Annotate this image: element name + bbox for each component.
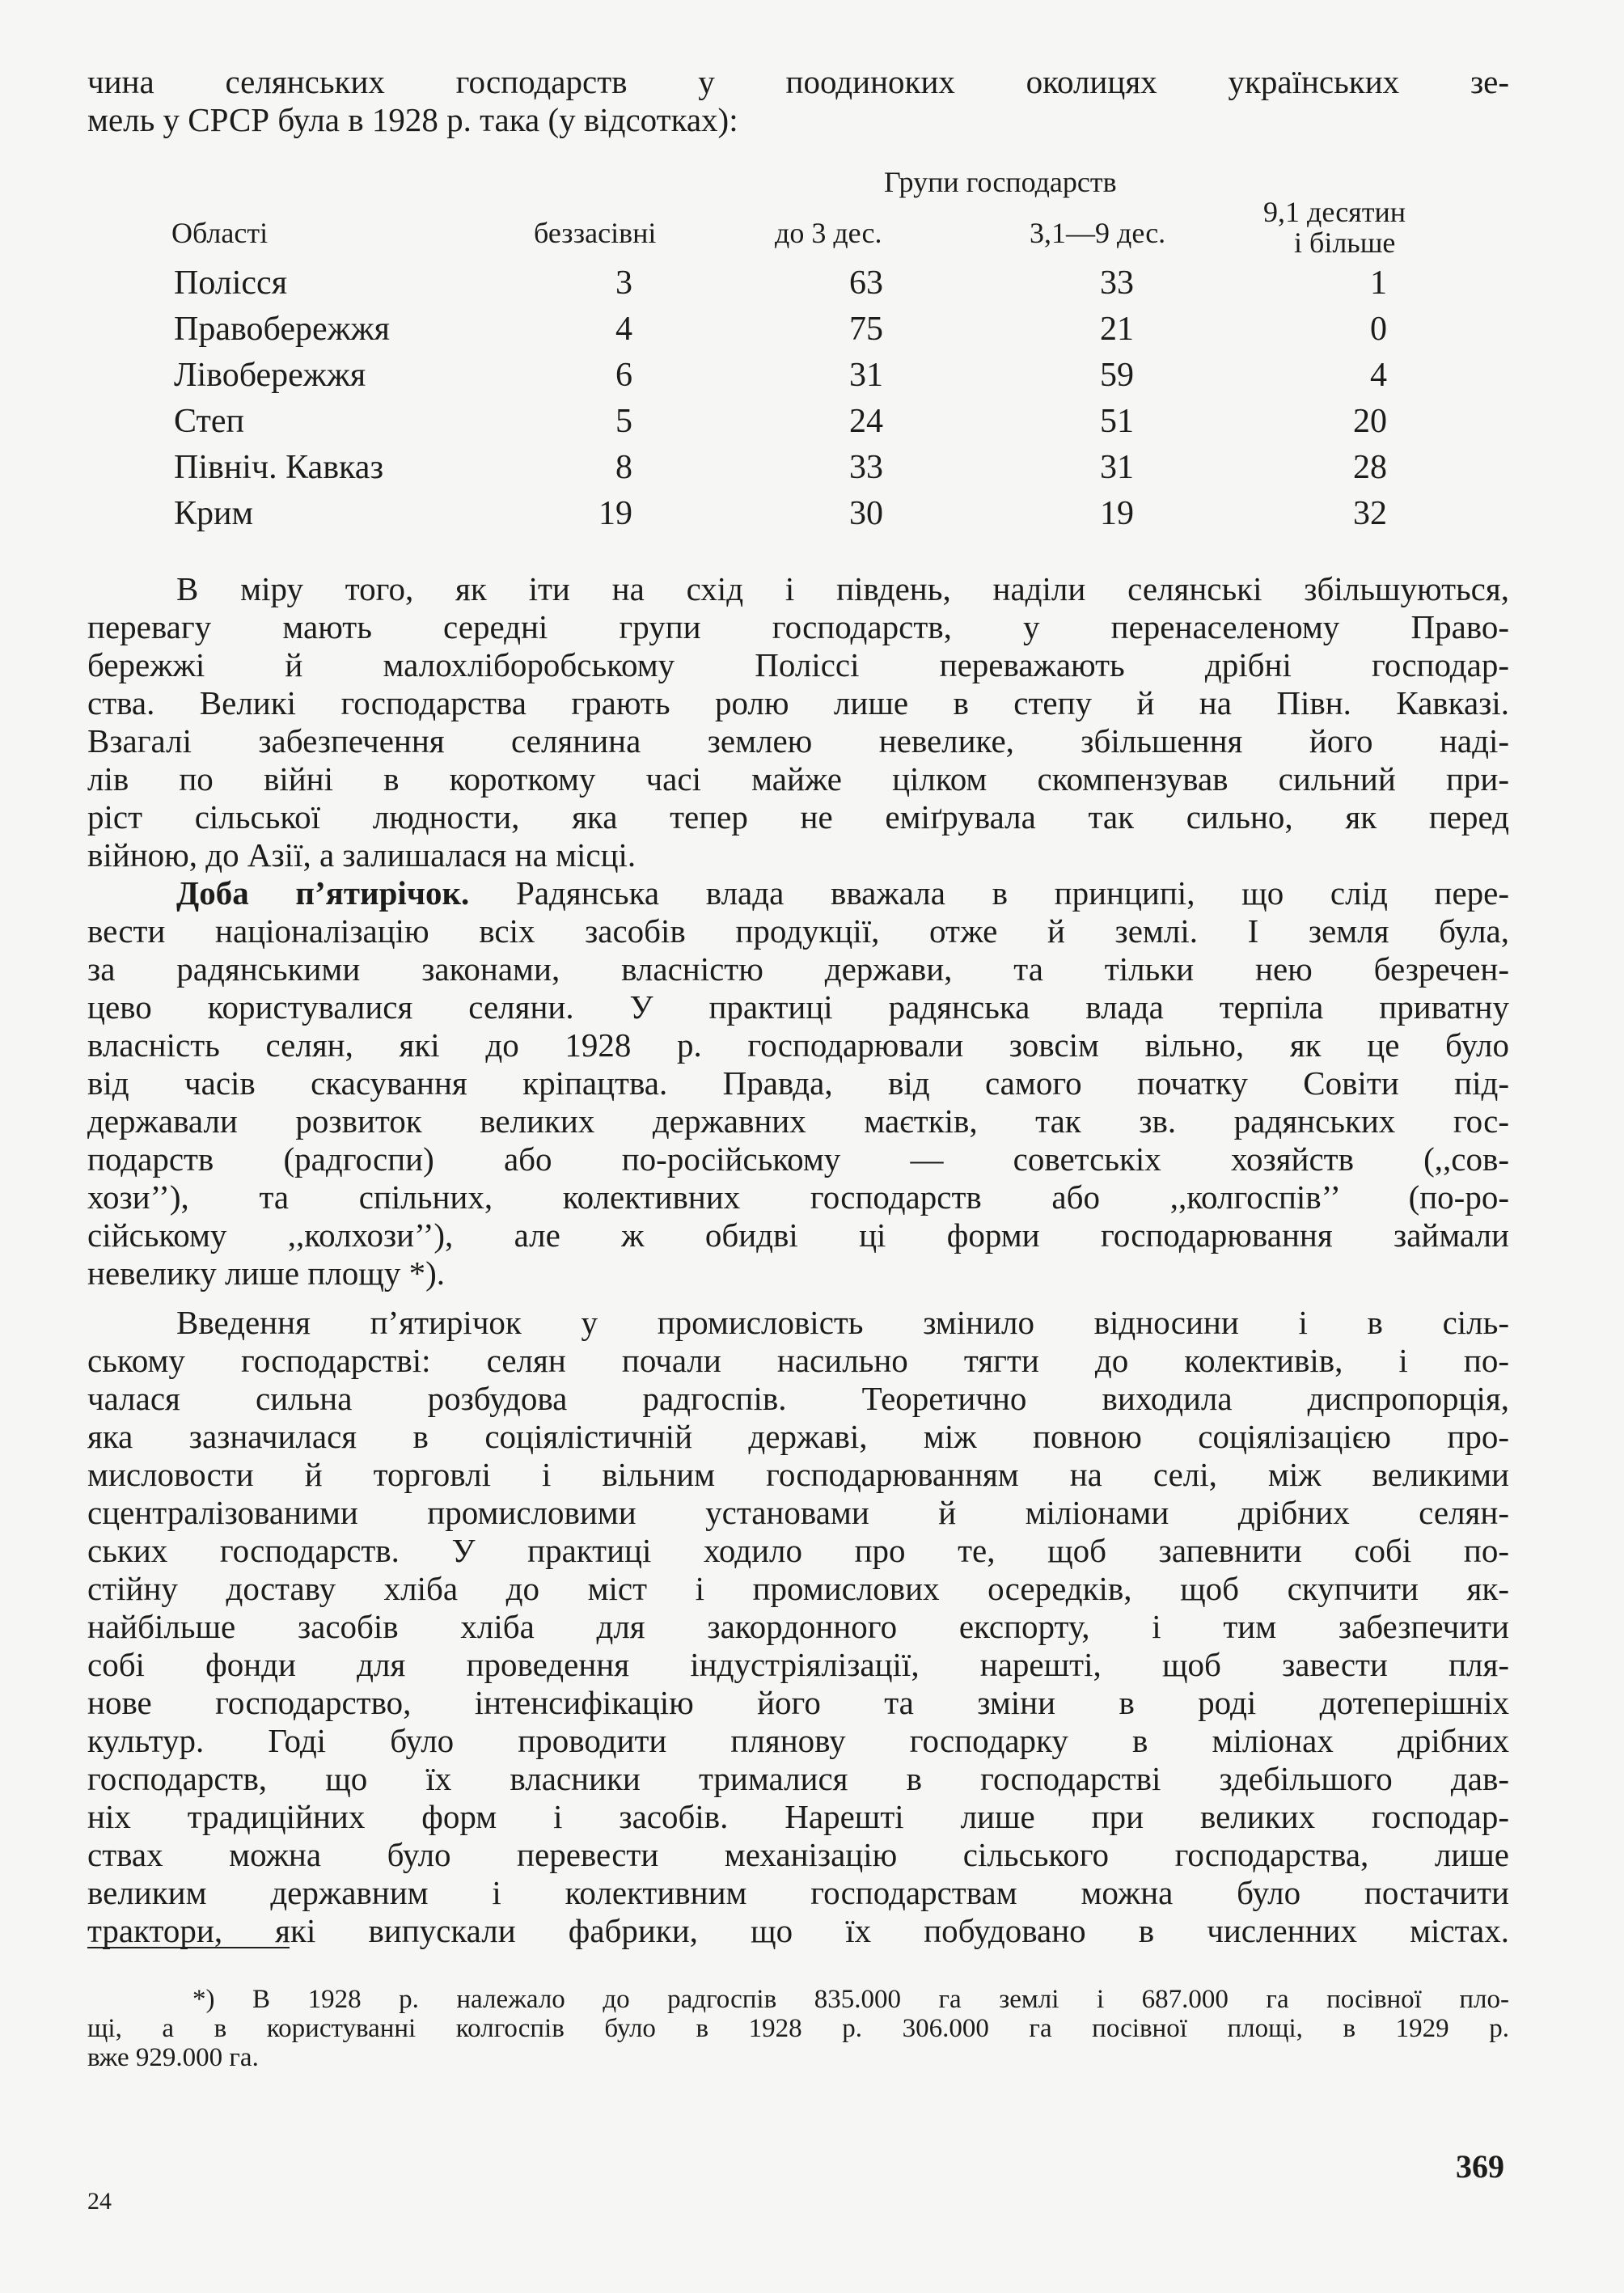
table-cell-value: 8 [615,449,632,486]
table-cell-value: 20 [1353,403,1387,440]
table-cell-region: Крим [174,495,254,532]
table-cell-value: 28 [1353,449,1387,486]
text-line: яка зазначилася в соціялістичній державі, між повною соціялізацією про- [87,1418,1509,1455]
column-header: і більше [1294,226,1396,259]
text-line: лів по війні в короткому часі майже цілком скомпензував сильний при- [87,760,1509,797]
text-line: стійну доставу хліба до міст і промислових осередків, щоб скупчити як- [87,1570,1509,1607]
table-cell-region: Лівобережжя [174,357,366,394]
table-cell-value: 1 [1370,264,1387,302]
column-header: 9,1 десятин [1263,196,1406,228]
table-cell-region: Степ [174,403,244,440]
text-line: великим державним і колективним господарствам можна було постачити [87,1874,1509,1911]
text-line: цево користувалися селяни. У практиці радянська влада терпіла приватну [87,988,1509,1026]
text-line: хози’’), та спільних, колективних господарств або ,,колгоспів’’ (по-ро- [87,1178,1509,1216]
table-cell-value: 63 [849,264,883,302]
page-number: 369 [1456,2148,1504,2185]
text-line: ніх традиційних форм і засобів. Нарешті лише при великих господар- [87,1798,1509,1835]
table-cell-value: 3 [615,264,632,302]
column-header-region: Області [171,217,269,249]
footnote [87,1985,1509,2072]
table-cell-value: 5 [615,403,632,440]
footnote-line: *) В 1928 р. належало до радгоспів 835.000 га землі і 687.000 га посівної пло- [192,1985,1509,2014]
footnote-line: вже 929.000 га. [87,2043,259,2072]
table-cell-value: 32 [1353,495,1387,532]
text-line: державали розвиток великих державних маєтків, так зв. радянських гос- [87,1102,1509,1140]
text-line: ствах можна було перевести механізацію сільського господарства, лише [87,1836,1509,1873]
column-header: беззасівні [534,217,657,249]
text-line: невелику лише площу *). [87,1254,445,1292]
text-line: від часів скасування кріпацтва. Правда, від самого початку Совіти під- [87,1064,1509,1102]
text-line: нове господарство, інтенсифікацію його та зміни в роді дотеперішніх [87,1684,1509,1721]
table-cell-value: 75 [849,311,883,348]
table-cell-value: 30 [849,495,883,532]
text-line: власність селян, які до 1928 р. господарювали зовсім вільно, як це було [87,1026,1509,1064]
text-line: війною, до Азії, а залишалася на місці. [87,836,636,874]
footnote-line: щі, а в користуванні колгоспів було в 1928 р. 306.000 га посівної площі, в 1929 р. [87,2014,1509,2043]
text-line: сійському ,,колхози’’), але ж обидві ці форми господарювання займали [87,1216,1509,1254]
table-cell-value: 6 [615,357,632,394]
text-line: вести націоналізацію всіх засобів продукції, отже й землі. І земля була, [87,912,1509,950]
text-line: трактори, які випускали фабрики, що їх побудовано в численних містах. [87,1912,1509,1949]
table-cell-value: 4 [1370,357,1387,394]
table-cell-value: 0 [1370,311,1387,348]
text-line: ства. Великі господарства грають ролю лише в степу й на Півн. Кавказі. [87,684,1509,721]
table-cell-value: 24 [849,403,883,440]
table-cell-value: 31 [849,357,883,394]
table-cell-value: 4 [615,311,632,348]
paragraph-1 [87,570,1509,874]
table-cell-value: 21 [1100,311,1134,348]
table-cell-value: 31 [1100,449,1134,486]
signature-mark: 24 [87,2188,112,2215]
group-header: Групи господарств [884,166,1117,198]
table-cell-value: 33 [1100,264,1134,302]
text-line: перевагу мають середні групи господарств, у перенаселеному Право- [87,608,1509,645]
footnote-divider [87,1947,290,1948]
paragraph-3 [87,1304,1509,1950]
text-line: Введення п’ятирічок у промисловість змінило відносини і в сіль- [176,1304,1509,1341]
text-line [87,874,1509,912]
text-line: подарств (радгоспи) або по-російському — советськіх хозяйств (,,сов- [87,1140,1509,1178]
section-heading: Доба п’ятирічок. [176,874,470,912]
text-line: ському господарстві: селян почали насильно тягти до колективів, і по- [87,1342,1509,1379]
text-line: собі фонди для проведення індустріялізації, нарешті, щоб завести пля- [87,1646,1509,1683]
text-line: В міру того, як іти на схід і південь, наділи селянські збільшуються, [176,570,1509,607]
table-cell-value: 19 [598,495,632,532]
text-line: мисловости й торговлі і вільним господарюванням на селі, між великими [87,1456,1509,1493]
table-cell-value: 51 [1100,403,1134,440]
text-line: чина селянських господарств у поодиноких околицях українських зе- [87,63,1509,100]
table-cell-value: 33 [849,449,883,486]
column-header: до 3 дес. [775,217,882,249]
text-line: культур. Годі було проводити плянову господарку в міліонах дрібних [87,1722,1509,1759]
text-line: сцентралізованими промисловими установами й міліонами дрібних селян- [87,1494,1509,1531]
text-line: мель у СРСР була в 1928 р. така (у відсотках): [87,101,738,138]
table-cell-region: Північ. Кавказ [174,449,384,486]
column-header: 3,1—9 дес. [1030,217,1166,249]
table-cell-region: Полісся [174,264,288,302]
text-line: господарств, що їх власники трималися в господарстві здебільшого дав- [87,1760,1509,1797]
text-line: ріст сільської людности, яка тепер не еміґрувала так сильно, як перед [87,798,1509,836]
text-line: чалася сильна розбудова радгоспів. Теоретично виходила диспропорція, [87,1380,1509,1417]
table-cell-value: 59 [1100,357,1134,394]
text-run: Радянська влада вважала в принципі, що слід пере- [516,874,1510,912]
text-line: за радянськими законами, власністю держави, та тільки нею безречен- [87,950,1509,988]
table-cell-value: 19 [1100,495,1134,532]
land-holdings-table [0,0,1624,550]
text-line: бережжі й малохліборобському Поліссі переважають дрібні господар- [87,646,1509,683]
text-line: ських господарств. У практиці ходило про те, щоб запевнити собі по- [87,1532,1509,1569]
paragraph-2 [87,874,1509,1292]
table-cell-region: Правобережжя [174,311,390,348]
text-line: найбільше засобів хліба для закордонного експорту, і тим забезпечити [87,1608,1509,1645]
text-line: Взагалі забезпечення селянина землею невелике, збільшення його наді- [87,722,1509,759]
